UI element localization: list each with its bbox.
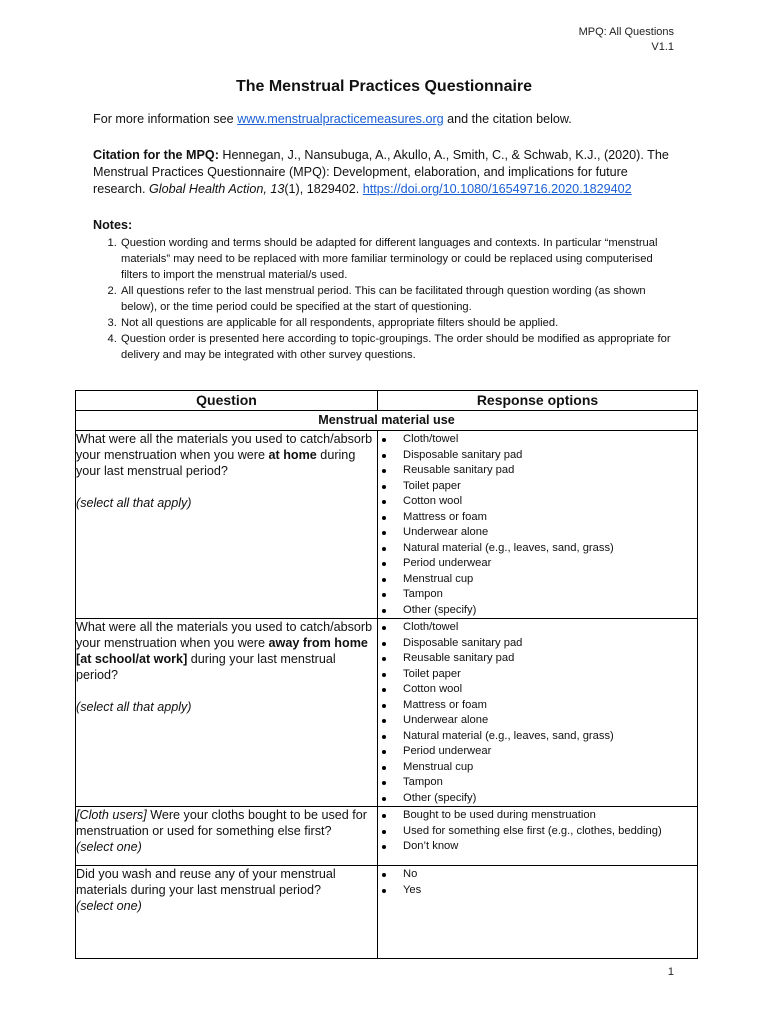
table-row (76, 807, 698, 866)
question-instruction: (select one) (76, 840, 142, 854)
bullet-icon (382, 845, 386, 849)
bullet-icon (382, 688, 386, 692)
question-instruction: (select all that apply) (76, 700, 192, 714)
response-option[interactable]: Other (specify) (378, 603, 697, 619)
bullet-icon (382, 547, 386, 551)
question-emphasis: at home (268, 448, 317, 462)
citation-text: Hennegan, J., Nansubuga, A., Akullo, A., Smith, C., & Schwab, K.J., (2020). The Menstrual Practices Questionnaire (MPQ): Development, elaboration, and implications for future research. (93, 148, 669, 196)
question-cell (76, 619, 378, 807)
bullet-icon (382, 562, 386, 566)
page-header (579, 25, 674, 55)
question-text: What were all the materials you used to catch/absorb your menstruation when you were (76, 432, 373, 462)
section-title: Menstrual material use (76, 411, 698, 431)
bullet-icon (382, 642, 386, 646)
response-option[interactable]: Underwear alone (378, 525, 697, 541)
question-text: during your last menstrual period? (76, 448, 356, 478)
table-header-row (76, 391, 698, 411)
response-option[interactable]: Period underwear (378, 556, 697, 572)
bullet-icon (382, 797, 386, 801)
notes-heading: Notes: (93, 218, 133, 232)
response-option[interactable]: Menstrual cup (378, 572, 697, 588)
response-option[interactable]: Tampon (378, 775, 697, 791)
section-row (76, 411, 698, 431)
doi-link[interactable]: https://doi.org/10.1080/16549716.2020.1829402 (362, 182, 632, 196)
info-prefix: For more information see (93, 112, 238, 126)
bullet-icon (382, 438, 386, 442)
table-row (76, 431, 698, 619)
bullet-icon (382, 500, 386, 504)
response-option[interactable]: Underwear alone (378, 713, 697, 729)
bullet-icon (382, 531, 386, 535)
notes-list (93, 235, 673, 363)
response-cell (378, 866, 698, 959)
bullet-icon (382, 719, 386, 723)
response-cell (378, 807, 698, 866)
notes (93, 217, 673, 363)
response-option[interactable]: Cotton wool (378, 494, 697, 510)
response-option[interactable]: Yes (378, 883, 697, 899)
bullet-icon (382, 609, 386, 613)
response-option[interactable]: Period underwear (378, 744, 697, 760)
bullet-icon (382, 735, 386, 739)
question-cell (76, 866, 378, 959)
bullet-icon (382, 469, 386, 473)
response-option[interactable]: Reusable sanitary pad (378, 463, 697, 479)
note-item: 1. Question wording and terms should be adapted for different languages and contexts. In particular “menstrual materials” may need to be replaced with more familiar terminology or could be replaced using computerised filters to import the menstrual material/s used. (120, 235, 673, 283)
question-text: Were your cloths bought to be used for menstruation or used for something else first? (76, 808, 367, 838)
question-text: What were all the materials you used to catch/absorb your menstruation when you were (76, 620, 373, 650)
table-row (76, 619, 698, 807)
note-item: 4. Question order is presented here according to topic-groupings. The order should be modified as appropriate for delivery and may be integrated with other survey questions. (120, 331, 673, 363)
bullet-icon (382, 485, 386, 489)
citation (93, 147, 683, 198)
response-option[interactable]: Natural material (e.g., leaves, sand, grass) (378, 729, 697, 745)
bullet-icon (382, 873, 386, 877)
bullet-icon (382, 704, 386, 708)
response-option[interactable]: Cotton wool (378, 682, 697, 698)
response-option[interactable]: Toilet paper (378, 667, 697, 683)
doc-label: MPQ: All Questions (578, 26, 674, 38)
website-link[interactable]: www.menstrualpracticemeasures.org (237, 112, 444, 126)
page-title: The Menstrual Practices Questionnaire (235, 78, 533, 95)
response-cell (378, 619, 698, 807)
page-number: 1 (667, 966, 674, 978)
response-option[interactable]: Natural material (e.g., leaves, sand, grass) (378, 541, 697, 557)
response-option[interactable]: Cloth/towel (378, 432, 697, 448)
bullet-icon (382, 673, 386, 677)
question-cell (76, 431, 378, 619)
question-instruction: (select all that apply) (76, 496, 192, 510)
info-line (93, 111, 683, 127)
questionnaire-table (75, 390, 698, 959)
table-row (76, 866, 698, 959)
bullet-icon (382, 889, 386, 893)
response-option[interactable]: Tampon (378, 587, 697, 603)
bullet-icon (382, 516, 386, 520)
note-item: 2. All questions refer to the last menstrual period. This can be facilitated through question wording (as shown below), or the time period could be specified at the start of questioning. (120, 283, 673, 315)
response-option[interactable]: Bought to be used during menstruation (378, 808, 697, 824)
bullet-icon (382, 454, 386, 458)
response-option[interactable]: Reusable sanitary pad (378, 651, 697, 667)
bullet-icon (382, 766, 386, 770)
response-option[interactable]: Don’t know (378, 839, 697, 855)
bullet-icon (382, 814, 386, 818)
doc-version: V1.1 (651, 41, 674, 53)
bullet-icon (382, 593, 386, 597)
info-suffix: and the citation below. (443, 112, 572, 126)
response-option[interactable]: Disposable sanitary pad (378, 636, 697, 652)
response-option[interactable]: Used for something else first (e.g., clothes, bedding) (378, 824, 697, 840)
bullet-icon (382, 578, 386, 582)
response-option[interactable]: Toilet paper (378, 479, 697, 495)
bullet-icon (382, 750, 386, 754)
question-filter: [Cloth users] (76, 808, 147, 822)
citation-journal: Global Health Action, 13 (149, 182, 285, 196)
response-cell (378, 431, 698, 619)
question-emphasis: away from home [at school/at work] (76, 636, 368, 666)
response-option[interactable]: No (378, 867, 697, 883)
question-cell (76, 807, 378, 866)
response-option[interactable]: Menstrual cup (378, 760, 697, 776)
response-option[interactable]: Other (specify) (378, 791, 697, 807)
response-option[interactable]: Mattress or foam (378, 510, 697, 526)
question-text: during your last menstrual period? (76, 652, 336, 682)
column-header-question: Question (76, 391, 378, 411)
column-header-response: Response options (378, 391, 698, 411)
response-option[interactable]: Mattress or foam (378, 698, 697, 714)
response-option[interactable]: Cloth/towel (378, 620, 697, 636)
citation-label: Citation for the MPQ: (93, 148, 219, 162)
response-option[interactable]: Disposable sanitary pad (378, 448, 697, 464)
note-item: 3. Not all questions are applicable for all respondents, appropriate filters should be applied. (120, 315, 673, 331)
bullet-icon (382, 657, 386, 661)
question-text: Did you wash and reuse any of your menstrual materials during your last menstrual period? (76, 867, 336, 897)
bullet-icon (382, 626, 386, 630)
bullet-icon (382, 781, 386, 785)
citation-issue: (1), 1829402. (284, 182, 363, 196)
bullet-icon (382, 830, 386, 834)
question-instruction: (select one) (76, 899, 142, 913)
